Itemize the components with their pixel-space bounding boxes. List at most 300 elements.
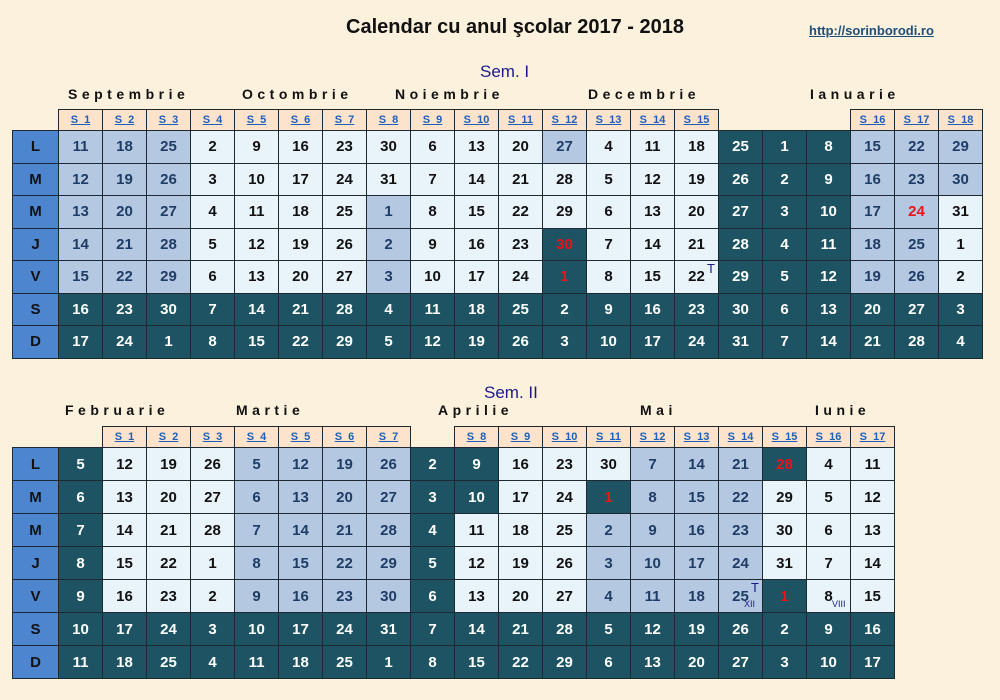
calendar-day-cell <box>322 447 367 481</box>
cell-annotation: T <box>751 580 759 595</box>
day-number: 2 <box>384 235 393 253</box>
calendar-day-cell <box>146 195 191 229</box>
day-number: 3 <box>428 488 437 506</box>
day-number: 26 <box>556 554 573 572</box>
weekday-label: S <box>12 293 59 327</box>
day-number: 17 <box>116 620 133 638</box>
calendar-day-cell <box>102 130 147 164</box>
day-number: 19 <box>116 170 133 188</box>
calendar-day-cell <box>234 325 279 359</box>
day-number: 24 <box>336 620 353 638</box>
calendar-day-cell <box>366 546 411 580</box>
day-number: 12 <box>468 554 485 572</box>
calendar-day-cell <box>806 130 851 164</box>
week-label: S_5 <box>278 426 323 448</box>
day-number: 16 <box>72 300 89 318</box>
day-number: 27 <box>160 203 177 221</box>
week-label: S_6 <box>322 426 367 448</box>
calendar-day-cell <box>542 645 587 679</box>
day-number: 18 <box>292 653 309 671</box>
calendar-day-cell <box>366 579 411 613</box>
calendar-day-cell <box>762 228 807 262</box>
calendar-day-cell <box>102 293 147 327</box>
calendar-day-cell <box>806 228 851 262</box>
day-number: 13 <box>116 488 133 506</box>
day-number: 21 <box>732 455 749 473</box>
calendar-day-cell <box>762 612 807 646</box>
day-number: 18 <box>468 300 485 318</box>
day-number: 7 <box>604 235 613 253</box>
week-label: S_13 <box>586 109 631 131</box>
day-number: 25 <box>732 138 749 156</box>
calendar-day-cell <box>542 447 587 481</box>
day-number: 20 <box>688 653 705 671</box>
day-number: 10 <box>820 203 837 221</box>
day-number: 16 <box>468 235 485 253</box>
day-number: 25 <box>336 653 353 671</box>
day-number: 19 <box>688 620 705 638</box>
calendar-day-cell <box>58 163 103 197</box>
week-label: S_12 <box>542 109 587 131</box>
day-number: 31 <box>776 554 793 572</box>
day-number: 24 <box>116 333 133 351</box>
calendar-day-cell <box>454 228 499 262</box>
cell-annotation: T <box>707 261 715 276</box>
calendar-day-cell <box>410 130 455 164</box>
calendar-day-cell <box>366 228 411 262</box>
calendar-day-cell <box>542 130 587 164</box>
calendar-day-cell <box>938 293 983 327</box>
day-number: 9 <box>428 235 437 253</box>
calendar-day-cell <box>762 579 807 613</box>
day-number: 27 <box>336 268 353 286</box>
day-number: 8 <box>648 488 657 506</box>
day-number: 9 <box>648 521 657 539</box>
calendar-day-cell <box>454 579 499 613</box>
day-number: 29 <box>160 268 177 286</box>
day-number: 11 <box>864 455 881 473</box>
day-number: 10 <box>248 170 265 188</box>
week-label: S_15 <box>674 109 719 131</box>
calendar-day-cell <box>234 612 279 646</box>
calendar-day-cell <box>674 163 719 197</box>
day-number: 23 <box>336 587 353 605</box>
calendar-day-cell <box>102 163 147 197</box>
day-number: 28 <box>380 521 397 539</box>
calendar-day-cell <box>366 645 411 679</box>
weekday-label: D <box>12 325 59 359</box>
calendar-day-cell <box>102 546 147 580</box>
calendar-day-cell <box>674 645 719 679</box>
day-number: 26 <box>908 268 925 286</box>
weekday-label: L <box>12 130 59 164</box>
calendar-day-cell <box>190 130 235 164</box>
month-label: Septembrie <box>68 86 190 102</box>
day-number: 2 <box>780 170 789 188</box>
day-number: 27 <box>732 653 749 671</box>
calendar-day-cell <box>542 228 587 262</box>
day-number: 12 <box>820 268 837 286</box>
calendar-day-cell <box>850 228 895 262</box>
calendar-day-cell <box>630 325 675 359</box>
day-number: 17 <box>864 653 881 671</box>
day-number: 8 <box>252 554 261 572</box>
day-number: 23 <box>160 587 177 605</box>
day-number: 14 <box>864 554 881 572</box>
calendar-day-cell <box>806 325 851 359</box>
calendar-day-cell <box>278 612 323 646</box>
calendar-day-cell <box>894 325 939 359</box>
calendar-day-cell <box>146 228 191 262</box>
day-number: 5 <box>604 620 613 638</box>
day-number: 20 <box>116 203 133 221</box>
calendar-day-cell <box>454 130 499 164</box>
day-number: 9 <box>76 587 85 605</box>
calendar-day-cell <box>718 195 763 229</box>
calendar-day-cell <box>850 293 895 327</box>
calendar-day-cell <box>894 228 939 262</box>
weekday-label: V <box>12 260 59 294</box>
calendar-day-cell <box>762 480 807 514</box>
calendar-day-cell <box>190 260 235 294</box>
calendar-day-cell <box>58 447 103 481</box>
calendar-day-cell <box>190 612 235 646</box>
day-number: 9 <box>824 170 833 188</box>
calendar-day-cell <box>146 612 191 646</box>
calendar-day-cell <box>586 612 631 646</box>
calendar-day-cell <box>322 260 367 294</box>
week-label: S_11 <box>586 426 631 448</box>
calendar-day-cell <box>322 579 367 613</box>
day-number: 23 <box>732 521 749 539</box>
semester-2-label: Sem. II <box>484 383 538 402</box>
day-number: 14 <box>644 235 661 253</box>
calendar-day-cell <box>850 130 895 164</box>
calendar-day-cell <box>322 195 367 229</box>
calendar-day-cell <box>146 513 191 547</box>
month-label: Martie <box>236 402 305 418</box>
day-number: 10 <box>248 620 265 638</box>
day-number: 15 <box>468 203 485 221</box>
day-number: 13 <box>820 300 837 318</box>
day-number: 26 <box>204 455 221 473</box>
calendar-day-cell <box>630 163 675 197</box>
day-number: 5 <box>780 268 789 286</box>
calendar-day-cell <box>278 579 323 613</box>
day-number: 20 <box>688 203 705 221</box>
calendar-day-cell <box>630 612 675 646</box>
calendar-day-cell <box>806 447 851 481</box>
day-number: 1 <box>384 653 393 671</box>
calendar-day-cell <box>498 612 543 646</box>
calendar-day-cell <box>630 260 675 294</box>
day-number: 27 <box>908 300 925 318</box>
day-number: 27 <box>380 488 397 506</box>
day-number: 15 <box>72 268 89 286</box>
day-number: 15 <box>688 488 705 506</box>
calendar-day-cell <box>586 260 631 294</box>
day-number: 16 <box>864 620 881 638</box>
weekday-label: M <box>12 513 59 547</box>
calendar-day-cell <box>498 195 543 229</box>
day-number: 7 <box>824 554 833 572</box>
day-number: 4 <box>384 300 393 318</box>
calendar-day-cell <box>806 163 851 197</box>
day-number: 6 <box>76 488 85 506</box>
calendar-day-cell <box>806 513 851 547</box>
site-link[interactable]: http://sorinborodi.ro <box>809 23 934 38</box>
calendar-day-cell <box>586 546 631 580</box>
day-number: 31 <box>732 333 749 351</box>
calendar-day-cell <box>718 325 763 359</box>
day-number: 30 <box>380 587 397 605</box>
week-label: S_10 <box>542 426 587 448</box>
day-number: 1 <box>384 203 393 221</box>
day-number: 1 <box>208 554 217 572</box>
day-number: 6 <box>604 653 613 671</box>
day-number: 30 <box>952 170 969 188</box>
day-number: 17 <box>864 203 881 221</box>
day-number: 11 <box>424 300 441 318</box>
day-number: 2 <box>428 455 437 473</box>
day-number: 16 <box>292 587 309 605</box>
day-number: 24 <box>732 554 749 572</box>
calendar-day-cell <box>542 546 587 580</box>
day-number: 16 <box>688 521 705 539</box>
calendar-day-cell <box>674 546 719 580</box>
day-number: 3 <box>780 203 789 221</box>
day-number: 11 <box>72 653 89 671</box>
week-label: S_14 <box>630 109 675 131</box>
day-number: 13 <box>864 521 881 539</box>
day-number: 12 <box>72 170 89 188</box>
day-number: 3 <box>384 268 393 286</box>
day-number: 11 <box>72 138 89 156</box>
calendar-day-cell <box>850 612 895 646</box>
day-number: 6 <box>780 300 789 318</box>
calendar-day-cell <box>410 325 455 359</box>
calendar-day-cell <box>586 480 631 514</box>
calendar-day-cell <box>586 579 631 613</box>
week-label: S_3 <box>190 426 235 448</box>
calendar-day-cell <box>762 293 807 327</box>
calendar-day-cell <box>454 645 499 679</box>
day-number: 24 <box>160 620 177 638</box>
day-number: 29 <box>336 333 353 351</box>
day-number: 16 <box>864 170 881 188</box>
calendar-day-cell <box>850 546 895 580</box>
calendar-day-cell <box>938 195 983 229</box>
week-label: S_1 <box>58 109 103 131</box>
calendar-day-cell <box>454 163 499 197</box>
calendar-day-cell <box>454 325 499 359</box>
calendar-day-cell <box>366 163 411 197</box>
calendar-day-cell <box>498 546 543 580</box>
day-number: 11 <box>468 521 485 539</box>
day-number: 5 <box>428 554 437 572</box>
calendar-day-cell <box>278 195 323 229</box>
calendar-day-cell <box>718 130 763 164</box>
day-number: 5 <box>604 170 613 188</box>
calendar-day-cell <box>586 163 631 197</box>
day-number: 26 <box>380 455 397 473</box>
day-number: 17 <box>644 333 661 351</box>
calendar-day-cell <box>542 293 587 327</box>
day-number: 22 <box>512 203 529 221</box>
day-number: 1 <box>164 333 173 351</box>
calendar-day-cell <box>234 447 279 481</box>
day-number: 29 <box>776 488 793 506</box>
day-number: 15 <box>864 138 881 156</box>
week-label: S_8 <box>454 426 499 448</box>
day-number: 6 <box>208 268 217 286</box>
calendar-day-cell <box>806 645 851 679</box>
day-number: 26 <box>336 235 353 253</box>
day-number: 13 <box>248 268 265 286</box>
day-number: 23 <box>688 300 705 318</box>
day-number: 10 <box>820 653 837 671</box>
day-number: 26 <box>732 170 749 188</box>
calendar-day-cell <box>630 447 675 481</box>
calendar-day-cell <box>542 612 587 646</box>
calendar-day-cell <box>498 260 543 294</box>
day-number: 21 <box>512 620 529 638</box>
day-number: 23 <box>908 170 925 188</box>
day-number: 3 <box>560 333 569 351</box>
day-number: 2 <box>604 521 613 539</box>
day-number: 18 <box>864 235 881 253</box>
day-number: 15 <box>864 587 881 605</box>
weekday-label: D <box>12 645 59 679</box>
day-number: 31 <box>380 620 397 638</box>
day-number: 16 <box>512 455 529 473</box>
calendar-day-cell <box>58 325 103 359</box>
day-number: 7 <box>76 521 85 539</box>
day-number: 5 <box>76 455 85 473</box>
day-number: 23 <box>116 300 133 318</box>
day-number: 29 <box>556 653 573 671</box>
calendar-day-cell <box>58 612 103 646</box>
day-number: 18 <box>688 587 705 605</box>
calendar-day-cell <box>542 579 587 613</box>
calendar-day-cell <box>938 163 983 197</box>
day-number: 14 <box>688 455 705 473</box>
day-number: 8 <box>428 653 437 671</box>
calendar-day-cell <box>630 579 675 613</box>
calendar-day-cell <box>498 579 543 613</box>
day-number: 4 <box>604 587 613 605</box>
week-label: S_18 <box>938 109 983 131</box>
day-number: 24 <box>336 170 353 188</box>
day-number: 9 <box>824 620 833 638</box>
week-label: S_3 <box>146 109 191 131</box>
day-number: 21 <box>688 235 705 253</box>
calendar-day-cell <box>102 480 147 514</box>
month-label: Ianuarie <box>810 86 900 102</box>
week-label: S_2 <box>146 426 191 448</box>
day-number: 17 <box>468 268 485 286</box>
day-number: 12 <box>248 235 265 253</box>
day-number: 12 <box>424 333 441 351</box>
day-number: 9 <box>252 587 261 605</box>
day-number: 10 <box>72 620 89 638</box>
calendar-day-cell <box>894 260 939 294</box>
day-number: 1 <box>956 235 965 253</box>
calendar-day-cell <box>938 325 983 359</box>
day-number: 27 <box>556 138 573 156</box>
day-number: 22 <box>116 268 133 286</box>
day-number: 30 <box>776 521 793 539</box>
calendar-day-cell <box>806 195 851 229</box>
day-number: 18 <box>116 138 133 156</box>
day-number: 11 <box>644 138 661 156</box>
calendar-day-cell <box>586 228 631 262</box>
calendar-day-cell <box>674 447 719 481</box>
day-number: 11 <box>644 587 661 605</box>
day-number: 8 <box>208 333 217 351</box>
day-number: 25 <box>160 653 177 671</box>
day-number: 14 <box>72 235 89 253</box>
day-number: 12 <box>644 620 661 638</box>
calendar-day-cell <box>190 546 235 580</box>
day-number: 30 <box>160 300 177 318</box>
day-number: 28 <box>556 170 573 188</box>
calendar-day-cell <box>58 130 103 164</box>
calendar-day-cell <box>718 163 763 197</box>
day-number: 11 <box>820 235 837 253</box>
day-number: 19 <box>468 333 485 351</box>
day-number: 6 <box>604 203 613 221</box>
calendar-day-cell <box>366 293 411 327</box>
day-number: 26 <box>512 333 529 351</box>
calendar-day-cell <box>454 513 499 547</box>
calendar-day-cell <box>410 163 455 197</box>
weekday-label: M <box>12 195 59 229</box>
day-number: 20 <box>160 488 177 506</box>
day-number: 30 <box>600 455 617 473</box>
calendar-day-cell <box>322 546 367 580</box>
calendar-day-cell <box>674 293 719 327</box>
day-number: 3 <box>780 653 789 671</box>
calendar-day-cell <box>894 130 939 164</box>
calendar-day-cell <box>498 163 543 197</box>
calendar-day-cell <box>190 325 235 359</box>
calendar-day-cell <box>630 480 675 514</box>
calendar-day-cell <box>366 130 411 164</box>
calendar-day-cell <box>718 480 763 514</box>
week-label: S_17 <box>850 426 895 448</box>
calendar-day-cell <box>58 480 103 514</box>
calendar-day-cell <box>278 546 323 580</box>
day-number: 13 <box>292 488 309 506</box>
calendar-day-cell <box>366 260 411 294</box>
calendar-day-cell <box>586 645 631 679</box>
day-number: 28 <box>336 300 353 318</box>
day-number: 17 <box>292 620 309 638</box>
calendar-day-cell <box>586 447 631 481</box>
calendar-day-cell <box>630 513 675 547</box>
cell-annotation: XII <box>744 599 756 609</box>
calendar-day-cell <box>586 130 631 164</box>
calendar-day-cell <box>278 130 323 164</box>
day-number: 12 <box>116 455 133 473</box>
day-number: 18 <box>512 521 529 539</box>
calendar-day-cell <box>630 293 675 327</box>
calendar-day-cell <box>542 480 587 514</box>
calendar-day-cell <box>806 612 851 646</box>
day-number: 4 <box>428 521 437 539</box>
day-number: 2 <box>208 138 217 156</box>
